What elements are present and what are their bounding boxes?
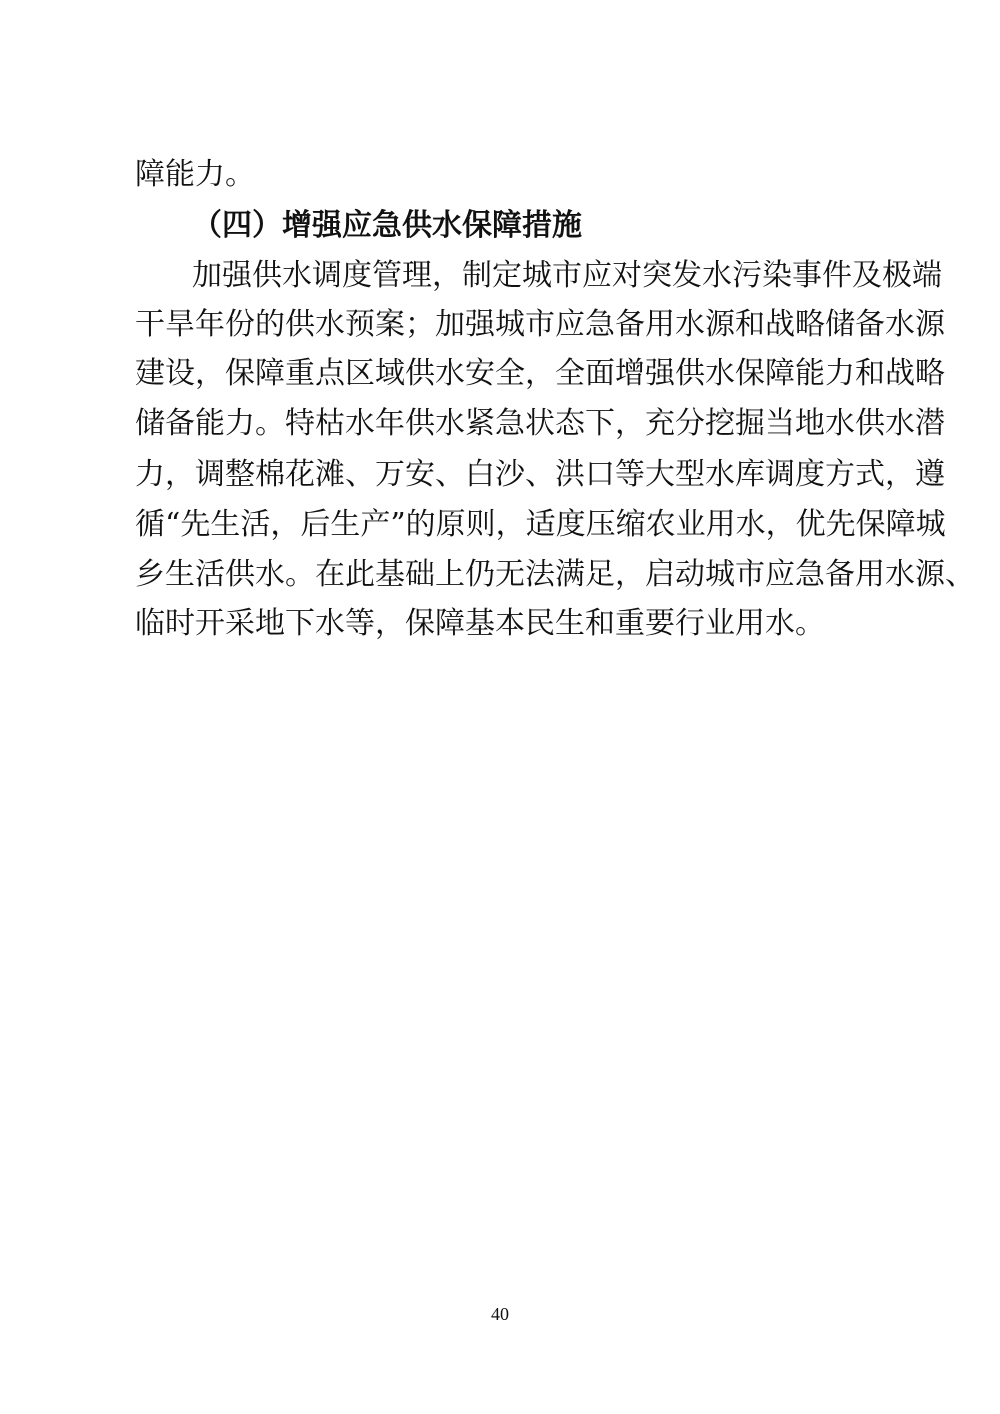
- paragraph-line-5: 力，调整棉花滩、万安、白沙、洪口等大型水库调度方式，遵: [135, 457, 945, 492]
- paragraph-line-3: 建设，保障重点区域供水安全，全面增强供水保障能力和战略: [135, 356, 945, 391]
- paragraph-line-6: 循“先生活，后生产”的原则，适度压缩农业用水，优先保障城: [135, 507, 946, 542]
- paragraph-line-8: 临时开采地下水等，保障基本民生和重要行业用水。: [135, 606, 825, 641]
- paragraph-line-2: 干旱年份的供水预案；加强城市应急备用水源和战略储备水源: [135, 307, 945, 342]
- paragraph-line-1: 加强供水调度管理，制定城市应对突发水污染事件及极端: [192, 258, 942, 293]
- section-heading: （四）增强应急供水保障措施: [192, 208, 582, 243]
- paragraph-line-4: 储备能力。特枯水年供水紧急状态下，充分挖掘当地水供水潜: [135, 406, 945, 441]
- page-number: 40: [491, 1304, 509, 1324]
- paragraph-line-7: 乡生活供水。在此基础上仍无法满足，启动城市应急备用水源、: [135, 557, 975, 592]
- continuation-text: 障能力。: [135, 157, 255, 192]
